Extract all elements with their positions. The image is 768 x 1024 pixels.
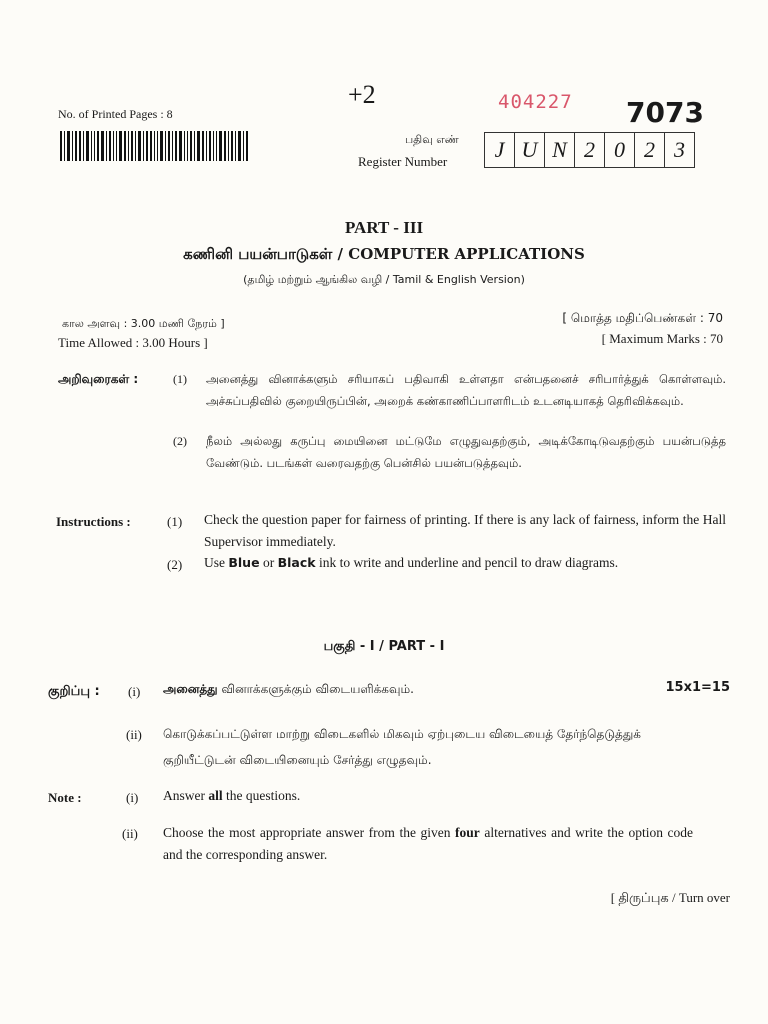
- note-number: (i): [128, 684, 141, 699]
- red-stamped-code: 404227: [498, 91, 573, 113]
- section-heading: பகுதி - I / PART - I: [323, 639, 445, 654]
- max-marks-english: [ Maximum Marks : 70: [601, 331, 723, 346]
- paper-code: 7073: [626, 96, 704, 129]
- barcode-bar: [157, 131, 158, 161]
- barcode-bar: [238, 131, 241, 161]
- instruction-text: Use Blue or Black ink to write and underline and pencil to draw diagrams.: [204, 555, 619, 570]
- barcode-bar: [219, 131, 222, 161]
- barcode-bar: [235, 131, 236, 161]
- barcode-bar: [172, 131, 173, 161]
- barcode-bar: [94, 131, 95, 161]
- barcode-bar: [224, 131, 226, 161]
- barcode-bar: [72, 131, 73, 161]
- instruction-text: Check the question paper for fairness of printing. If there is any lack of fairness, inform the Hall Supervisor immediately.: [204, 512, 726, 549]
- barcode-bar: [131, 131, 133, 161]
- barcode-bar: [243, 131, 244, 161]
- time-allowed-tamil: கால அளவு : 3.00 மணி நேரம் ]: [62, 317, 225, 330]
- register-digit-box: J: [485, 133, 515, 167]
- barcode-bar: [213, 131, 214, 161]
- barcode-bar: [60, 131, 62, 161]
- instruction-text-tamil: நீலம் அல்லது கருப்பு மையினை மட்டுமே எழுதுவதற்கும், அடிக்கோடிடுவதற்கும் பயன்படுத்த வேண்டும். படங்கள் வரைவதற்கு பென்சில் பயன்படுத்தவும்.: [206, 434, 726, 470]
- register-digit-box: 0: [605, 133, 635, 167]
- register-label-english: Register Number: [358, 154, 448, 169]
- barcode-bar: [109, 131, 111, 161]
- barcode-image: [60, 131, 260, 161]
- register-digit-box: U: [515, 133, 545, 167]
- barcode-bar: [175, 131, 177, 161]
- barcode-bar: [79, 131, 81, 161]
- instruction-number: (2): [173, 434, 187, 448]
- barcode-bar: [202, 131, 204, 161]
- barcode-bar: [106, 131, 107, 161]
- barcode-bar: [150, 131, 152, 161]
- note-text: Answer all the questions.: [163, 788, 301, 803]
- subject-title: கணினி பயன்பாடுகள் / COMPUTER APPLICATIONS: [183, 245, 585, 263]
- note-text-tamil: கொடுக்கப்பட்டுள்ள மாற்று விடைகளில் மிகவும் ஏற்புடைய விடையைத் தேர்ந்தெடுத்துக் குறியீட்டுடன் விடையினையும் சேர்த்து எழுதவும்.: [163, 727, 641, 767]
- note-number: (i): [126, 790, 139, 805]
- register-digit-box: N: [545, 133, 575, 167]
- note-number: (ii): [126, 727, 142, 742]
- register-digit-box: 2: [635, 133, 665, 167]
- barcode-bar: [179, 131, 182, 161]
- barcode-bar: [83, 131, 84, 161]
- barcode-bar: [206, 131, 207, 161]
- barcode-bar: [64, 131, 65, 161]
- barcode-bar: [154, 131, 155, 161]
- barcode-bar: [197, 131, 200, 161]
- instruction-number: (2): [167, 557, 183, 572]
- version-note: (தமிழ் மற்றும் ஆங்கில வழி / Tamil & English Version): [243, 273, 525, 286]
- barcode-bar: [194, 131, 195, 161]
- barcode-bar: [246, 131, 248, 161]
- note-text-tamil: அனைத்து வினாக்களுக்கும் விடையளிக்கவும்.: [163, 682, 414, 696]
- instructions-label-tamil: அறிவுரைகள் :: [58, 372, 139, 386]
- barcode-bar: [128, 131, 129, 161]
- barcode-bar: [209, 131, 211, 161]
- barcode-bar: [165, 131, 166, 161]
- barcode-bar: [119, 131, 122, 161]
- barcode-bar: [216, 131, 217, 161]
- register-label-tamil: பதிவு எண்: [405, 133, 459, 146]
- barcode-bar: [146, 131, 148, 161]
- max-marks-tamil: [ மொத்த மதிப்பெண்கள் : 70: [562, 311, 723, 325]
- handwritten-mark: +2: [348, 80, 376, 109]
- printed-pages-count: No. of Printed Pages : 8: [58, 107, 173, 121]
- barcode-bar: [143, 131, 144, 161]
- instruction-text-tamil: அனைத்து வினாக்களும் சரியாகப் பதிவாகி உள்ளதா என்பதனைச் சரிபார்த்துக் கொள்ளவும். அச்சுப்பதிவில் குறையிருப்பின், அறைக் கண்காணிப்பாளரிடம் உடனடியாகத் தெரிவிக்கவும்.: [206, 372, 726, 408]
- instruction-number: (1): [167, 514, 183, 529]
- barcode-bar: [168, 131, 170, 161]
- register-number-boxes: [484, 132, 695, 168]
- barcode-bar: [160, 131, 163, 161]
- barcode-bar: [228, 131, 229, 161]
- score-scheme: 15x1=15: [665, 680, 730, 695]
- barcode-bar: [67, 131, 70, 161]
- barcode-bar: [190, 131, 192, 161]
- instruction-number: (1): [173, 372, 187, 386]
- register-digit-box: 2: [575, 133, 605, 167]
- instructions-label: Instructions :: [56, 514, 131, 529]
- barcode-bar: [101, 131, 104, 161]
- barcode-bar: [113, 131, 114, 161]
- note-text: Choose the most appropriate answer from the given four alternatives and write the option code and the corresponding answer.: [163, 825, 693, 862]
- barcode-bar: [116, 131, 117, 161]
- barcode-bar: [187, 131, 188, 161]
- note-label-tamil: குறிப்பு :: [48, 684, 100, 699]
- barcode-bar: [135, 131, 136, 161]
- barcode-bar: [97, 131, 99, 161]
- barcode-bar: [75, 131, 77, 161]
- note-label: Note :: [48, 790, 82, 805]
- barcode-bar: [138, 131, 141, 161]
- barcode-bar: [91, 131, 92, 161]
- turn-over-note: [ திருப்புக / Turn over: [610, 890, 730, 905]
- barcode-bar: [86, 131, 89, 161]
- barcode-bar: [124, 131, 126, 161]
- barcode-bar: [231, 131, 233, 161]
- barcode-bar: [184, 131, 185, 161]
- register-digit-box: 3: [674, 137, 685, 162]
- part-title: PART - III: [344, 218, 424, 237]
- time-allowed-english: Time Allowed : 3.00 Hours ]: [58, 335, 208, 350]
- note-number: (ii): [122, 826, 138, 841]
